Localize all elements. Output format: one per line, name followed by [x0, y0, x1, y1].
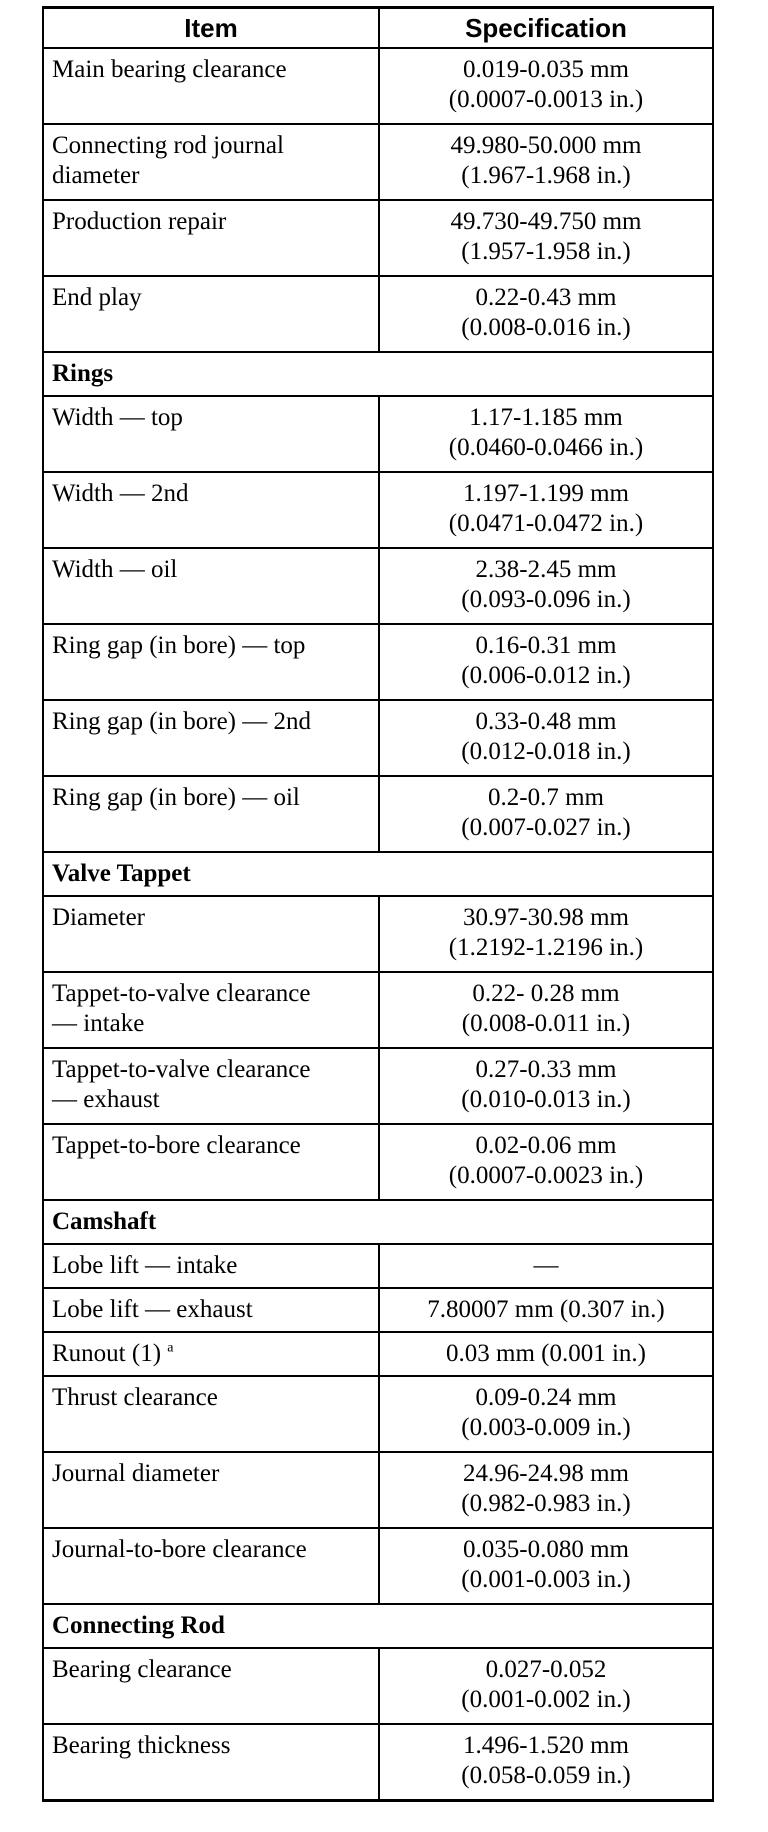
item-cell [43, 972, 379, 1048]
spec-cell [379, 200, 713, 276]
spec-text: 0.33-0.48 mm [475, 708, 617, 735]
item-cell [43, 1244, 379, 1288]
item-text-value: Ring gap (in bore) — oil [52, 784, 300, 811]
table-row [43, 1124, 713, 1200]
spec-text: 0.16-0.31 mm [475, 632, 617, 659]
item-text-value: Main bearing clearance [52, 56, 287, 83]
spec-cell [379, 1648, 713, 1724]
spec-cell [379, 276, 713, 352]
item-text-value: Width — oil [52, 556, 178, 583]
spec-text: 1.17-1.185 mm [469, 404, 623, 431]
table-row [43, 700, 713, 776]
item-text [52, 1085, 370, 1115]
item-text-value: Tappet-to-valve clearance [52, 1056, 311, 1083]
table-row [43, 776, 713, 852]
specification-table [42, 6, 714, 1802]
item-text-value: Runout (1) [52, 1340, 162, 1367]
spec-cell [379, 1288, 713, 1332]
item-cell [43, 548, 379, 624]
spec-text: 49.980-50.000 mm [450, 132, 642, 159]
table-row [43, 200, 713, 276]
spec-cell [379, 1124, 713, 1200]
spec-text: (0.058-0.059 in.) [461, 1762, 631, 1789]
item-text-value: Journal diameter [52, 1460, 220, 1487]
item-text-value: Width — 2nd [52, 480, 189, 507]
table-row [43, 972, 713, 1048]
item-text-value: — intake [52, 1010, 145, 1037]
item-text [52, 1251, 370, 1281]
item-text [52, 1459, 370, 1489]
item-text [52, 1339, 370, 1369]
item-text [52, 283, 370, 313]
table-row [43, 124, 713, 200]
table-row [43, 548, 713, 624]
item-cell [43, 624, 379, 700]
spec-text: 0.22- 0.28 mm [472, 980, 620, 1007]
section-header-row [43, 352, 713, 396]
table-body [43, 48, 713, 1801]
item-text [52, 1383, 370, 1413]
spec-text: (0.006-0.012 in.) [461, 662, 631, 689]
item-cell [43, 276, 379, 352]
item-text-value: — exhaust [52, 1086, 160, 1113]
spec-text: 0.09-0.24 mm [475, 1384, 617, 1411]
spec-cell [379, 972, 713, 1048]
item-text-value: Tappet-to-bore clearance [52, 1132, 301, 1159]
item-text-value: Diameter [52, 904, 146, 931]
spec-cell [379, 1452, 713, 1528]
section-title: Camshaft [43, 1200, 713, 1244]
table-row [43, 1244, 713, 1288]
spec-text: — [533, 1252, 559, 1279]
item-text-value: End play [52, 284, 142, 311]
spec-text: 7.80007 mm (0.307 in.) [427, 1296, 665, 1323]
item-cell [43, 1376, 379, 1452]
spec-text: (0.010-0.013 in.) [461, 1086, 631, 1113]
section-header-row [43, 852, 713, 896]
item-text [52, 161, 370, 191]
item-cell [43, 1452, 379, 1528]
item-cell [43, 1332, 379, 1376]
item-cell [43, 124, 379, 200]
item-text-value: Lobe lift — exhaust [52, 1296, 253, 1323]
table-row [43, 1724, 713, 1801]
item-text [52, 555, 370, 585]
spec-text: 0.035-0.080 mm [463, 1536, 629, 1563]
table-row [43, 1452, 713, 1528]
item-text [52, 1009, 370, 1039]
item-cell [43, 700, 379, 776]
item-text [52, 903, 370, 933]
item-cell [43, 1528, 379, 1604]
item-text-value: Bearing thickness [52, 1732, 231, 1759]
item-text-value: Journal-to-bore clearance [52, 1536, 307, 1563]
table-row [43, 1048, 713, 1124]
spec-text: 30.97-30.98 mm [463, 904, 629, 931]
item-text [52, 1655, 370, 1685]
spec-text: (0.001-0.002 in.) [461, 1686, 631, 1713]
item-text [52, 131, 370, 161]
table-row [43, 472, 713, 548]
item-text [52, 207, 370, 237]
spec-text: 0.02-0.06 mm [475, 1132, 617, 1159]
section-title: Rings [43, 352, 713, 396]
table-row [43, 896, 713, 972]
item-text-value: Ring gap (in bore) — top [52, 632, 306, 659]
spec-cell [379, 124, 713, 200]
section-title: Connecting Rod [43, 1604, 713, 1648]
item-text [52, 55, 370, 85]
spec-cell [379, 1048, 713, 1124]
spec-text: (0.008-0.011 in.) [461, 1010, 631, 1037]
item-text-value: Thrust clearance [52, 1384, 218, 1411]
spec-cell [379, 1244, 713, 1288]
spec-text: 24.96-24.98 mm [463, 1460, 629, 1487]
spec-text: (0.0471-0.0472 in.) [448, 510, 644, 537]
spec-cell [379, 1528, 713, 1604]
item-text-value: Tappet-to-valve clearance [52, 980, 311, 1007]
spec-cell [379, 1376, 713, 1452]
item-cell [43, 1288, 379, 1332]
item-text [52, 631, 370, 661]
item-cell [43, 1124, 379, 1200]
item-text [52, 1295, 370, 1325]
item-text [52, 403, 370, 433]
spec-text: 1.197-1.199 mm [463, 480, 629, 507]
spec-text: (0.982-0.983 in.) [461, 1490, 631, 1517]
spec-text: (0.012-0.018 in.) [461, 738, 631, 765]
table-row [43, 276, 713, 352]
item-cell [43, 200, 379, 276]
item-cell [43, 1048, 379, 1124]
spec-cell [379, 548, 713, 624]
item-text-value: Ring gap (in bore) — 2nd [52, 708, 311, 735]
section-header-row [43, 1604, 713, 1648]
item-text [52, 479, 370, 509]
spec-cell [379, 624, 713, 700]
spec-text: 0.03 mm (0.001 in.) [446, 1340, 646, 1367]
table-row [43, 1288, 713, 1332]
item-cell [43, 1648, 379, 1724]
item-text [52, 1535, 370, 1565]
footnote-marker: a [167, 1340, 174, 1356]
item-cell [43, 1724, 379, 1801]
spec-text: (1.957-1.958 in.) [461, 238, 631, 265]
spec-text: (0.007-0.027 in.) [461, 814, 631, 841]
item-text [52, 979, 370, 1009]
spec-text: 0.2-0.7 mm [488, 784, 604, 811]
spec-text: (0.0007-0.0023 in.) [448, 1162, 644, 1189]
item-text-value: Lobe lift — intake [52, 1252, 238, 1279]
item-text-value: Production repair [52, 208, 227, 235]
spec-cell [379, 48, 713, 124]
spec-cell [379, 776, 713, 852]
item-text [52, 1131, 370, 1161]
item-cell [43, 776, 379, 852]
table-row [43, 1376, 713, 1452]
spec-text: (0.001-0.003 in.) [461, 1566, 631, 1593]
spec-text: 0.019-0.035 mm [463, 56, 629, 83]
spec-text: 0.22-0.43 mm [475, 284, 617, 311]
item-text-value: Connecting rod journal [52, 132, 284, 159]
section-title: Valve Tappet [43, 852, 713, 896]
table-row [43, 624, 713, 700]
spec-text: (0.0460-0.0466 in.) [448, 434, 644, 461]
spec-text: 0.27-0.33 mm [475, 1056, 617, 1083]
table-row [43, 1528, 713, 1604]
spec-cell [379, 1332, 713, 1376]
spec-text: (0.093-0.096 in.) [461, 586, 631, 613]
item-text-value: diameter [52, 162, 140, 189]
table-row [43, 396, 713, 472]
item-text [52, 707, 370, 737]
section-header-row [43, 1200, 713, 1244]
header-specification: Specification [379, 8, 713, 49]
spec-text: (0.008-0.016 in.) [461, 314, 631, 341]
item-text-value: Width — top [52, 404, 183, 431]
item-cell [43, 896, 379, 972]
spec-text: (0.0007-0.0013 in.) [448, 86, 644, 113]
item-text-value: Bearing clearance [52, 1656, 232, 1683]
item-cell [43, 48, 379, 124]
spec-text: (0.003-0.009 in.) [461, 1414, 631, 1441]
spec-text: 2.38-2.45 mm [475, 556, 617, 583]
spec-text: 49.730-49.750 mm [450, 208, 642, 235]
spec-cell [379, 700, 713, 776]
table-row [43, 48, 713, 124]
item-cell [43, 396, 379, 472]
table-row [43, 1648, 713, 1724]
spec-cell [379, 396, 713, 472]
item-cell [43, 472, 379, 548]
spec-cell [379, 1724, 713, 1801]
header-item: Item [43, 8, 379, 49]
table-header-row [43, 8, 713, 49]
spec-text: 1.496-1.520 mm [463, 1732, 629, 1759]
item-text [52, 1055, 370, 1085]
spec-text: 0.027-0.052 [485, 1656, 607, 1683]
item-text [52, 1731, 370, 1761]
spec-cell [379, 896, 713, 972]
table-row [43, 1332, 713, 1376]
spec-table-container [42, 6, 712, 1802]
spec-text: (1.2192-1.2196 in.) [448, 934, 644, 961]
item-text [52, 783, 370, 813]
spec-cell [379, 472, 713, 548]
spec-text: (1.967-1.968 in.) [461, 162, 631, 189]
